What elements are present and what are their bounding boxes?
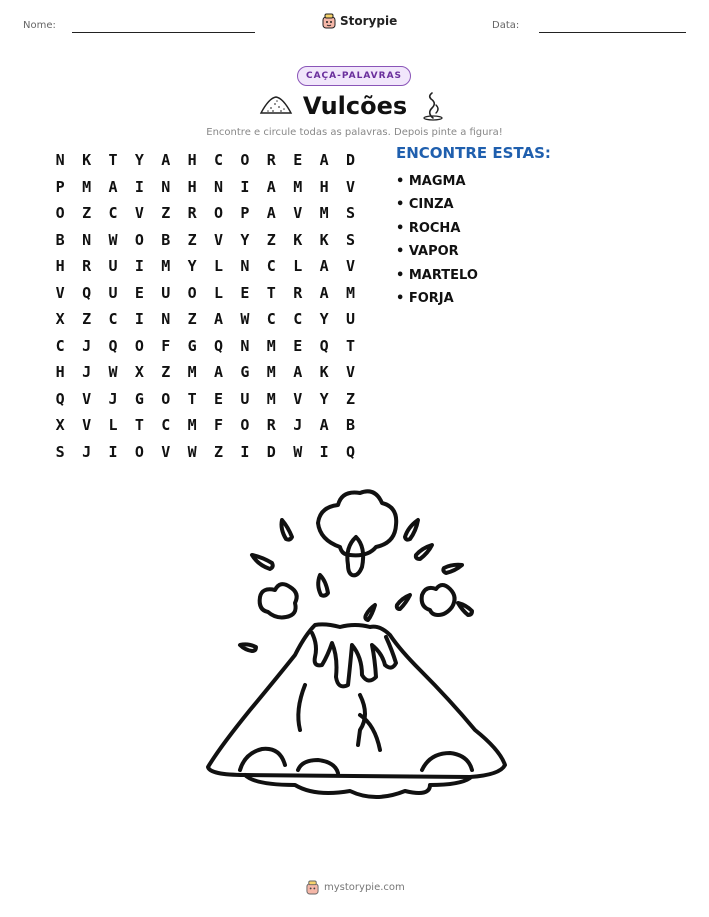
grid-cell[interactable]: W [293,442,303,461]
grid-cell[interactable]: C [266,257,276,275]
grid-cell[interactable]: M [187,416,197,434]
grid-cell[interactable]: B [161,230,171,249]
grid-cell[interactable]: R [266,151,276,169]
grid-cell[interactable]: A [319,151,329,169]
grid-cell[interactable]: L [214,257,224,275]
grid-cell[interactable]: C [55,336,65,355]
grid-cell[interactable]: X [134,363,144,381]
grid-cell[interactable]: A [214,310,224,328]
storypie-logo-icon [322,13,336,29]
grid-cell[interactable]: M [161,257,171,275]
word-list [396,170,478,310]
grid-cell[interactable]: H [187,151,197,169]
grid-cell[interactable]: R [187,204,197,222]
grid-cell[interactable]: J [293,416,303,434]
word-search-grid[interactable] [47,147,364,465]
grid-cell[interactable]: A [108,177,118,196]
grid-cell[interactable]: V [345,257,355,275]
grid-cell[interactable]: J [82,363,92,381]
grid-cell[interactable]: M [345,283,355,302]
grid-cell[interactable]: Z [345,389,355,408]
grid-cell[interactable]: R [82,257,92,275]
grid-cell[interactable]: T [108,151,118,169]
ash-pile-icon [259,94,293,116]
grid-cell[interactable]: V [345,177,355,196]
grid-cell[interactable]: A [319,283,329,302]
grid-cell[interactable]: I [240,177,250,196]
grid-cell[interactable]: O [55,204,65,222]
grid-cell[interactable]: V [214,230,224,249]
grid-cell[interactable]: O [240,151,250,169]
grid-cell[interactable]: B [345,416,355,434]
grid-cell[interactable]: S [345,204,355,222]
grid-cell[interactable]: U [108,257,118,275]
grid-cell[interactable]: N [240,257,250,275]
grid-cell[interactable]: V [55,283,65,302]
grid-cell[interactable]: A [319,416,329,434]
grid-cell[interactable]: T [266,283,276,302]
grid-cell[interactable]: A [319,257,329,275]
grid-cell[interactable]: Q [319,336,329,355]
word-item: • CINZA [396,197,454,213]
grid-cell[interactable]: L [108,416,118,434]
grid-cell[interactable]: F [214,416,224,434]
grid-cell[interactable]: I [134,310,144,328]
grid-cell[interactable]: K [82,151,92,169]
instructions: Encontre e circule todas as palavras. Depois pinte a figura! [206,127,503,138]
grid-cell[interactable]: O [161,389,171,408]
grid-cell[interactable]: X [55,310,65,328]
grid-cell[interactable]: C [161,416,171,434]
grid-cell[interactable]: I [134,177,144,196]
grid-cell[interactable]: Q [214,336,224,355]
word-list-title: ENCONTRE ESTAS: [396,144,551,162]
smoke-icon [421,91,445,121]
grid-cell[interactable]: C [293,310,303,328]
grid-cell[interactable]: Z [161,363,171,381]
grid-cell[interactable]: C [108,310,118,328]
grid-cell[interactable]: Q [108,336,118,355]
grid-cell[interactable]: R [293,283,303,302]
grid-cell[interactable]: Y [134,151,144,169]
grid-cell[interactable]: W [187,442,197,461]
grid-cell[interactable]: M [266,363,276,381]
footer-url[interactable]: mystorypie.com [324,882,405,893]
brand-name: Storypie [340,14,398,28]
grid-cell[interactable]: V [134,204,144,222]
grid-cell[interactable]: S [345,230,355,249]
grid-cell[interactable]: I [240,442,250,461]
grid-cell[interactable]: A [161,151,171,169]
grid-cell[interactable]: T [134,416,144,434]
grid-cell[interactable]: H [187,177,197,196]
grid-cell[interactable]: J [82,336,92,355]
grid-cell[interactable]: E [293,336,303,355]
grid-cell[interactable]: V [82,416,92,434]
grid-cell[interactable]: Y [187,257,197,275]
word-item: • ROCHA [396,220,461,236]
grid-cell[interactable]: C [108,204,118,222]
grid-cell[interactable]: A [293,363,303,381]
grid-cell[interactable]: E [240,283,250,302]
grid-cell[interactable]: E [293,151,303,169]
grid-cell[interactable]: O [134,442,144,461]
grid-cell[interactable]: I [134,257,144,275]
grid-cell[interactable]: K [319,363,329,381]
grid-cell[interactable]: H [319,177,329,196]
grid-cell[interactable]: M [82,177,92,196]
grid-cell[interactable]: D [266,442,276,461]
grid-cell[interactable]: M [266,389,276,408]
grid-cell[interactable]: I [319,442,329,461]
grid-cell[interactable]: Y [319,310,329,328]
grid-cell[interactable]: G [240,363,250,381]
grid-cell[interactable]: A [266,177,276,196]
grid-cell[interactable]: A [266,204,276,222]
grid-cell[interactable]: Z [187,230,197,249]
grid-cell[interactable]: J [82,442,92,461]
grid-cell[interactable]: Z [214,442,224,461]
grid-cell[interactable]: L [214,283,224,302]
grid-cell[interactable]: P [55,177,65,196]
grid-cell[interactable]: Y [240,230,250,249]
storypie-logo-icon [306,880,319,895]
grid-cell[interactable]: M [319,204,329,222]
grid-cell[interactable]: X [55,416,65,434]
grid-cell[interactable]: M [187,363,197,381]
name-label: Nome: [23,20,56,31]
grid-cell[interactable]: G [134,389,144,408]
grid-cell[interactable]: W [108,363,118,381]
grid-cell[interactable]: V [293,389,303,408]
grid-cell[interactable]: F [161,336,171,355]
grid-cell[interactable]: E [214,389,224,408]
grid-cell[interactable]: Y [319,389,329,408]
grid-cell[interactable]: P [240,204,250,222]
grid-cell[interactable]: Z [187,310,197,328]
grid-cell[interactable]: E [134,283,144,302]
grid-cell[interactable]: I [108,442,118,461]
word-item: • VAPOR [396,244,459,260]
grid-cell[interactable]: A [214,363,224,381]
category-pill: CAÇA-PALAVRAS [297,66,411,86]
footer [306,880,405,895]
grid-cell[interactable]: Z [161,204,171,222]
grid-cell[interactable]: C [266,310,276,328]
grid-cell[interactable]: Q [55,389,65,408]
grid-cell[interactable]: K [319,230,329,249]
grid-cell[interactable]: L [293,257,303,275]
volcano-coloring-image[interactable] [200,485,540,805]
grid-cell[interactable]: K [293,230,303,249]
grid-cell[interactable]: J [108,389,118,408]
grid-cell[interactable]: T [345,336,355,355]
grid-cell[interactable]: U [240,389,250,408]
grid-cell[interactable]: T [187,389,197,408]
grid-cell[interactable]: V [293,204,303,222]
date-line[interactable] [539,32,686,33]
grid-cell[interactable]: O [187,283,197,302]
grid-cell[interactable]: R [266,416,276,434]
word-item: • MARTELO [396,267,478,283]
grid-cell[interactable]: O [240,416,250,434]
grid-cell[interactable]: H [55,363,65,381]
grid-cell[interactable]: N [161,310,171,328]
grid-cell[interactable]: C [214,151,224,169]
grid-cell[interactable]: N [161,177,171,196]
brand [322,13,397,29]
grid-cell[interactable]: V [161,442,171,461]
grid-cell[interactable]: U [345,310,355,328]
grid-cell[interactable]: H [55,257,65,275]
grid-cell[interactable]: O [134,336,144,355]
grid-cell[interactable]: Z [82,310,92,328]
grid-cell[interactable]: D [345,151,355,169]
date-label: Data: [492,20,520,31]
grid-cell[interactable]: O [134,230,144,249]
grid-cell[interactable]: N [82,230,92,249]
grid-cell[interactable]: N [55,151,65,169]
grid-cell[interactable]: U [161,283,171,302]
grid-cell[interactable]: O [214,204,224,222]
grid-cell[interactable]: S [55,442,65,461]
grid-cell[interactable]: Q [345,442,355,461]
grid-cell[interactable]: G [187,336,197,355]
grid-cell[interactable]: W [108,230,118,249]
grid-cell[interactable]: Z [82,204,92,222]
grid-cell[interactable]: N [240,336,250,355]
grid-cell[interactable]: N [214,177,224,196]
name-line[interactable] [72,32,255,33]
grid-cell[interactable]: V [82,389,92,408]
grid-cell[interactable]: Z [266,230,276,249]
word-item: • MAGMA [396,174,466,189]
grid-cell[interactable]: M [293,177,303,196]
word-item: • FORJA [396,290,454,306]
grid-cell[interactable]: U [108,283,118,302]
page-title: Vulcões [302,92,408,120]
grid-cell[interactable]: W [240,310,250,328]
grid-cell[interactable]: Q [82,283,92,302]
grid-cell[interactable]: B [55,230,65,249]
grid-cell[interactable]: V [345,363,355,381]
grid-cell[interactable]: M [266,336,276,355]
